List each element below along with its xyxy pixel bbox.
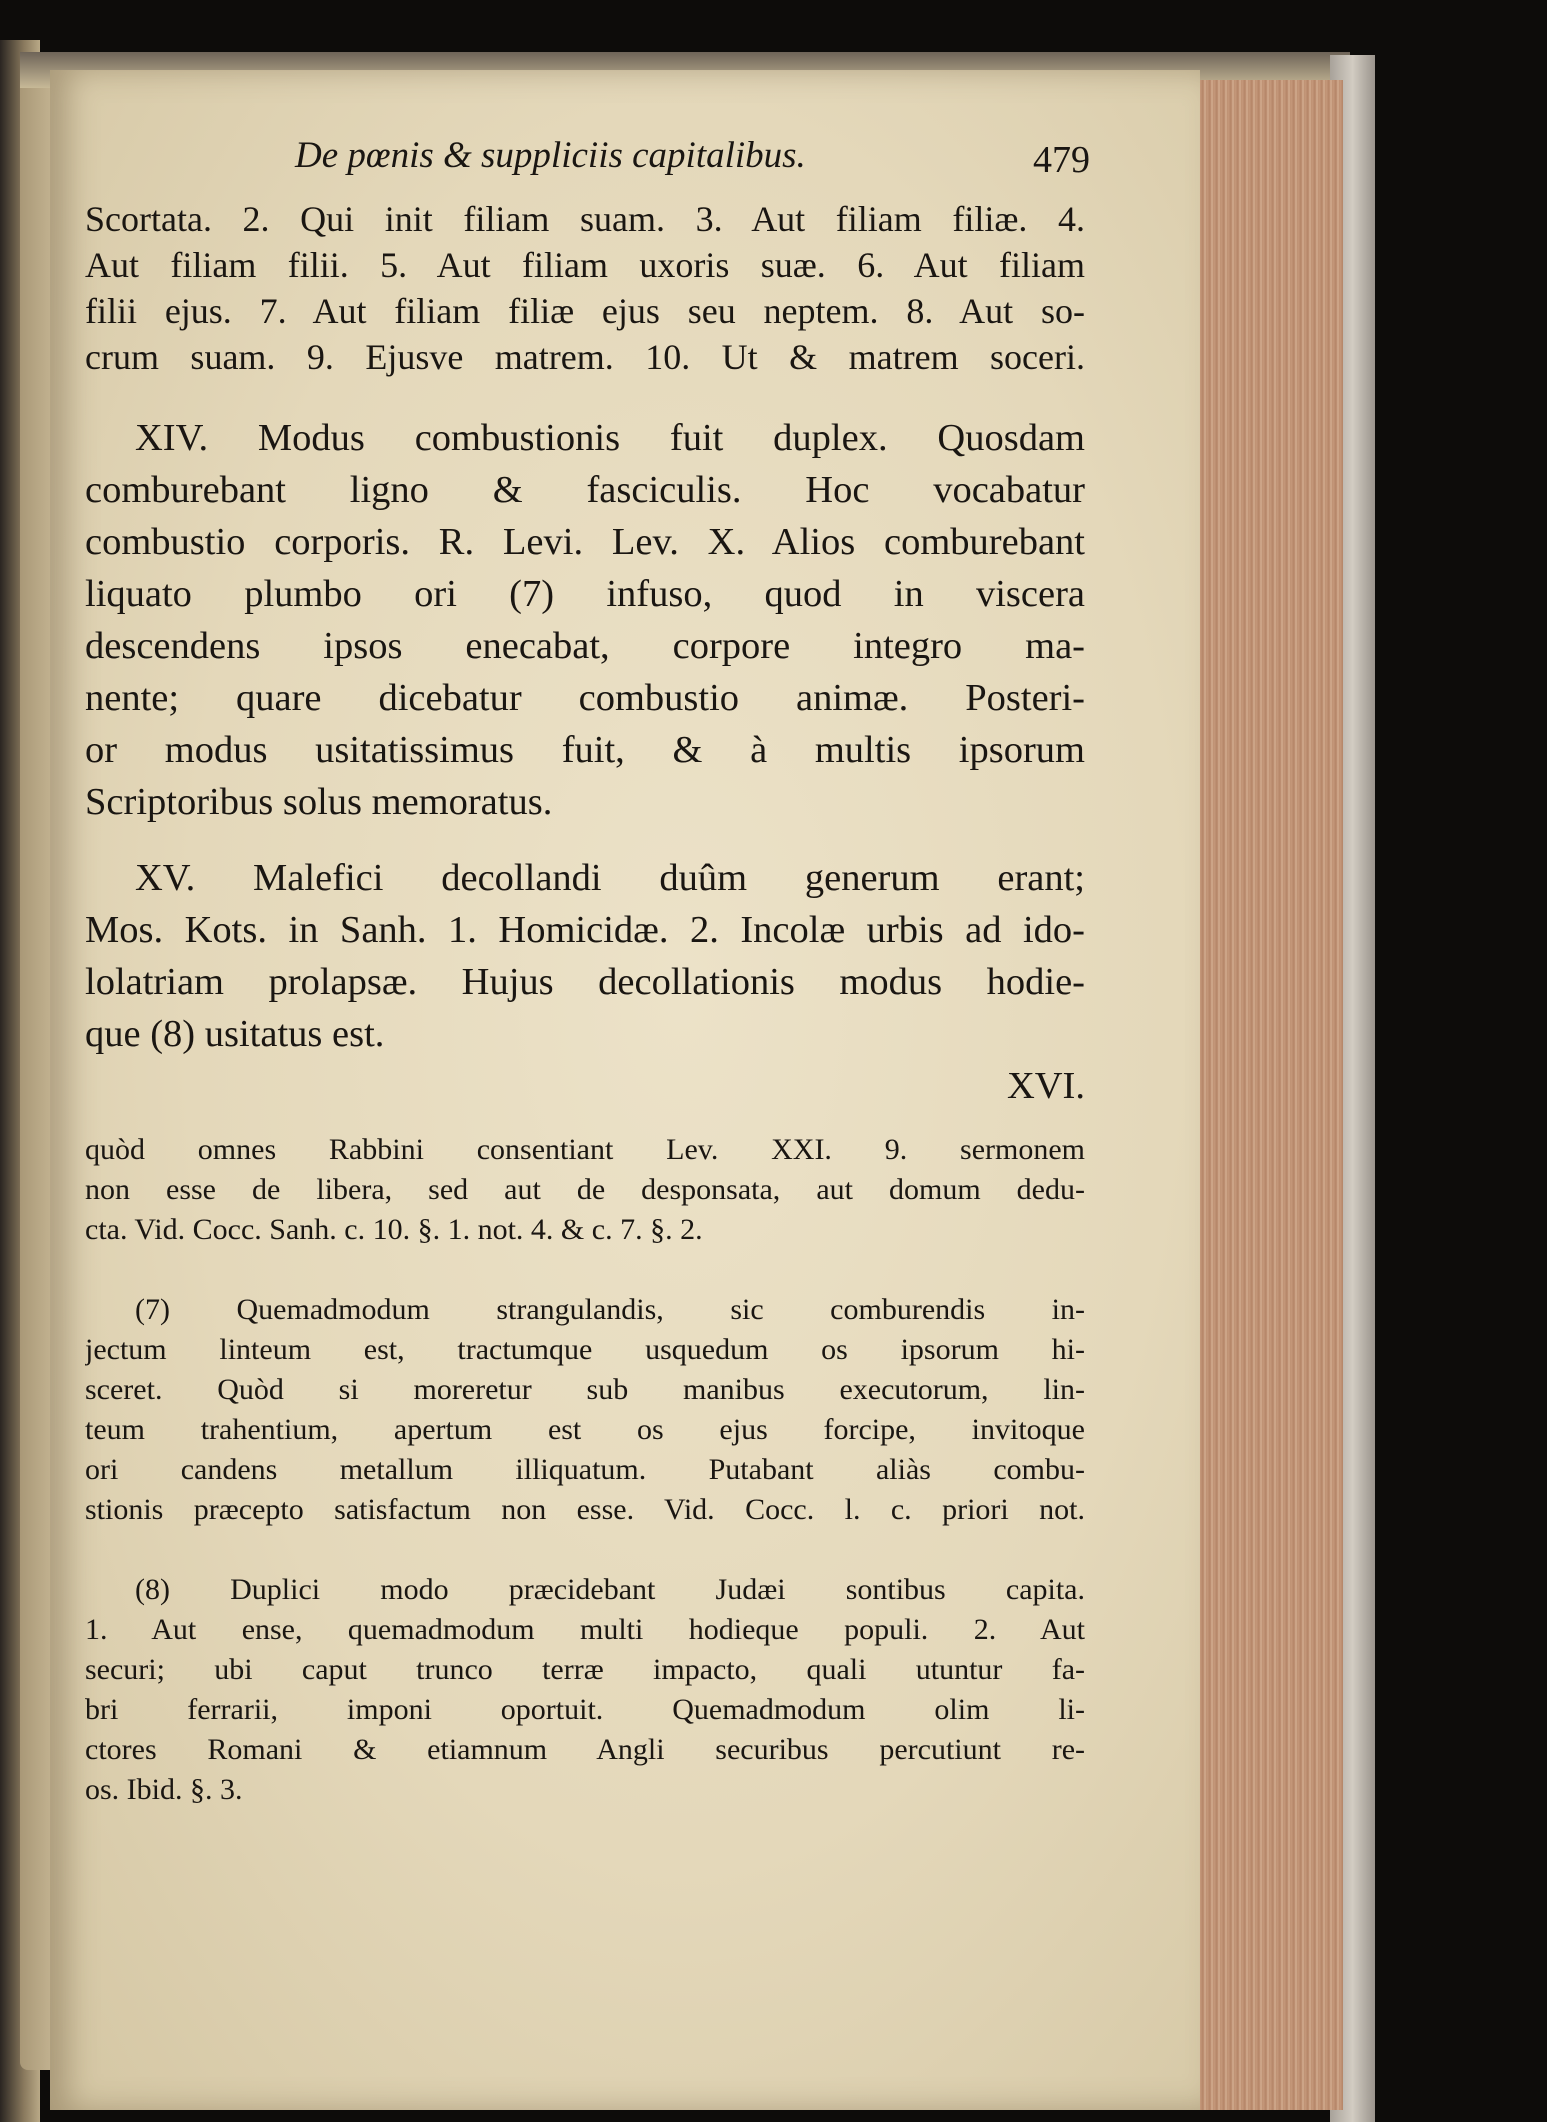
text-line: crum suam. 9. Ejusve matrem. 10. Ut & matrem soceri.	[85, 337, 1085, 377]
text-line: Scortata. 2. Qui init filiam suam. 3. Aut filiam filiæ. 4.	[85, 199, 1085, 239]
section-xv-line: XV. Malefici decollandi duûm generum erant;	[135, 857, 1085, 899]
footnote-8-line: bri ferrarii, imponi oportuit. Quemadmodum olim li-	[85, 1693, 1085, 1726]
footnote-7-line: ori candens metallum illiquatum. Putabant aliàs combu-	[85, 1453, 1085, 1486]
footnote-8-line: securi; ubi caput trunco terræ impacto, quali utuntur fa-	[85, 1653, 1085, 1686]
footnote-7-line: teum trahentium, apertum est os ejus forcipe, invitoque	[85, 1413, 1085, 1446]
footnote-8-line: 1. Aut ense, quemadmodum multi hodieque populi. 2. Aut	[85, 1613, 1085, 1646]
section-xv-line: lolatriam prolapsæ. Hujus decollationis modus hodie-	[85, 961, 1085, 1003]
footnote-line: cta. Vid. Cocc. Sanh. c. 10. §. 1. not. 4. & c. 7. §. 2.	[85, 1213, 703, 1246]
running-title: De pœnis & suppliciis capitalibus.	[295, 135, 806, 176]
section-xiv-line: XIV. Modus combustionis fuit duplex. Quosdam	[135, 417, 1085, 459]
footnote-7-line: sceret. Quòd si moreretur sub manibus executorum, lin-	[85, 1373, 1085, 1406]
section-xiv-line: combustio corporis. R. Levi. Lev. X. Alios comburebant	[85, 521, 1085, 563]
section-xv-line: Mos. Kots. in Sanh. 1. Homicidæ. 2. Incolæ urbis ad ido-	[85, 909, 1085, 951]
running-head	[85, 130, 1090, 190]
footnote-7-line: jectum linteum est, tractumque usquedum os ipsorum hi-	[85, 1333, 1085, 1366]
section-xv-line: que (8) usitatus est.	[85, 1013, 385, 1055]
section-xiv-line: descendens ipsos enecabat, corpore integro ma-	[85, 625, 1085, 667]
section-xiv-line: nente; quare dicebatur combustio animæ. Posteri-	[85, 677, 1085, 719]
fore-edge-pages	[1190, 80, 1343, 2110]
section-xiv-line: comburebant ligno & fasciculis. Hoc vocabatur	[85, 469, 1085, 511]
text-line: filii ejus. 7. Aut filiam filiæ ejus seu neptem. 8. Aut so-	[85, 291, 1085, 331]
section-xiv-line: Scriptoribus solus memoratus.	[85, 781, 553, 823]
footnote-8-line: os. Ibid. §. 3.	[85, 1773, 243, 1806]
footnote-line: non esse de libera, sed aut de desponsata, aut domum dedu-	[85, 1173, 1085, 1206]
section-xiv-line: liquato plumbo ori (7) infuso, quod in viscera	[85, 573, 1085, 615]
catchword: XVI.	[1006, 1065, 1085, 1107]
section-xiv-line: or modus usitatissimus fuit, & à multis ipsorum	[85, 729, 1085, 771]
footnote-8-line: (8) Duplici modo præcidebant Judæi sontibus capita.	[135, 1573, 1085, 1606]
footnote-8-line: ctores Romani & etiamnum Angli securibus percutiunt re-	[85, 1733, 1085, 1766]
page-number: 479	[1033, 139, 1090, 181]
footnote-line: quòd omnes Rabbini consentiant Lev. XXI. 9. sermonem	[85, 1133, 1085, 1166]
footnote-7-line: stionis præcepto satisfactum non esse. Vid. Cocc. l. c. priori not.	[85, 1493, 1085, 1526]
footnote-7-line: (7) Quemadmodum strangulandis, sic comburendis in-	[135, 1293, 1085, 1326]
text-line: Aut filiam filii. 5. Aut filiam uxoris suæ. 6. Aut filiam	[85, 245, 1085, 285]
